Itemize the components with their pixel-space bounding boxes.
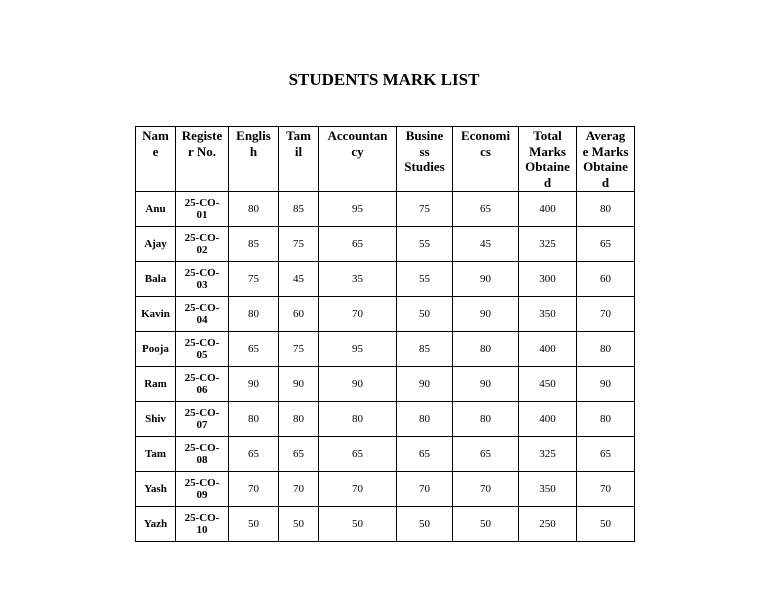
mark-cell: 70 (397, 472, 453, 507)
mark-cell: 35 (319, 262, 397, 297)
column-header-line: e Marks (582, 143, 629, 159)
mark-cell: 65 (453, 192, 519, 227)
column-header-line: Obtaine (525, 159, 570, 174)
column-header-line: Accountan (327, 128, 388, 143)
table-body (136, 192, 635, 542)
student-name: Pooja (136, 332, 176, 367)
register-number-line: 25-CO- (184, 197, 220, 209)
student-name: Tam (136, 437, 176, 472)
mark-cell: 90 (279, 367, 319, 402)
header-row (136, 127, 635, 192)
mark-cell: 85 (229, 227, 279, 262)
mark-cell: 65 (397, 437, 453, 472)
column-header (229, 127, 279, 192)
mark-cell: 50 (319, 507, 397, 542)
register-number-line: 03 (196, 279, 208, 291)
column-header-line: ss (419, 143, 430, 159)
register-number-line: 25-CO- (184, 512, 220, 524)
mark-cell: 80 (577, 402, 635, 437)
register-number-line: 10 (196, 524, 208, 536)
register-number-line: 25-CO- (184, 267, 220, 279)
mark-cell: 250 (519, 507, 577, 542)
mark-cell: 80 (397, 402, 453, 437)
mark-cell: 70 (229, 472, 279, 507)
mark-cell: 45 (453, 227, 519, 262)
register-number-line: 25-CO- (184, 232, 220, 244)
register-number-line: 01 (196, 209, 208, 221)
register-number (176, 367, 229, 402)
student-name: Kavin (136, 297, 176, 332)
mark-cell: 50 (397, 297, 453, 332)
mark-cell: 300 (519, 262, 577, 297)
mark-cell: 50 (577, 507, 635, 542)
mark-cell: 55 (397, 262, 453, 297)
mark-cell: 80 (453, 402, 519, 437)
register-number-line: 07 (196, 419, 208, 431)
mark-cell: 70 (577, 472, 635, 507)
mark-cell: 70 (577, 297, 635, 332)
table-row (136, 262, 635, 297)
mark-cell: 90 (229, 367, 279, 402)
student-name: Yash (136, 472, 176, 507)
student-name: Yazh (136, 507, 176, 542)
mark-cell: 350 (519, 472, 577, 507)
mark-cell: 65 (229, 437, 279, 472)
table-row (136, 402, 635, 437)
table-row (136, 227, 635, 262)
register-number (176, 192, 229, 227)
student-name: Shiv (136, 402, 176, 437)
register-number (176, 402, 229, 437)
mark-cell: 65 (229, 332, 279, 367)
column-header (136, 127, 176, 192)
column-header-line: Busine (405, 128, 444, 143)
table-row (136, 332, 635, 367)
register-number (176, 472, 229, 507)
student-name: Ajay (136, 227, 176, 262)
column-header (319, 127, 397, 192)
register-number-line: 06 (196, 384, 208, 396)
register-number-line: 02 (196, 244, 208, 256)
column-header (577, 127, 635, 192)
register-number-line: 08 (196, 454, 208, 466)
register-number (176, 332, 229, 367)
register-number-line: 25-CO- (184, 372, 220, 384)
mark-cell: 80 (319, 402, 397, 437)
register-number-line: 25-CO- (184, 442, 220, 454)
mark-cell: 80 (453, 332, 519, 367)
student-name: Ram (136, 367, 176, 402)
mark-cell: 60 (577, 262, 635, 297)
mark-cell: 80 (279, 402, 319, 437)
column-header-line: cs (480, 143, 491, 159)
register-number (176, 507, 229, 542)
column-header-line: r No. (188, 143, 216, 159)
mark-cell: 90 (319, 367, 397, 402)
mark-cell: 90 (577, 367, 635, 402)
mark-cell: 90 (397, 367, 453, 402)
mark-cell: 90 (453, 297, 519, 332)
column-header-line: il (294, 143, 303, 159)
column-header-line: Averag (585, 128, 626, 143)
column-header-line: e (152, 143, 159, 159)
mark-cell: 400 (519, 402, 577, 437)
register-number-line: 25-CO- (184, 337, 220, 349)
mark-cell: 70 (319, 297, 397, 332)
mark-cell: 50 (397, 507, 453, 542)
column-header (397, 127, 453, 192)
register-number (176, 227, 229, 262)
column-header-line: Obtaine (583, 159, 628, 174)
mark-cell: 75 (397, 192, 453, 227)
register-number (176, 262, 229, 297)
register-number (176, 297, 229, 332)
column-header-line: Total (533, 128, 562, 143)
table-row (136, 472, 635, 507)
table-row (136, 367, 635, 402)
column-header-line: Registe (181, 128, 223, 143)
register-number-line: 04 (196, 314, 208, 326)
register-number (176, 437, 229, 472)
table-row (136, 297, 635, 332)
mark-cell: 50 (279, 507, 319, 542)
mark-cell: 85 (279, 192, 319, 227)
student-name: Anu (136, 192, 176, 227)
mark-cell: 450 (519, 367, 577, 402)
mark-cell: 75 (279, 227, 319, 262)
mark-cell: 400 (519, 332, 577, 367)
mark-cell: 90 (453, 262, 519, 297)
mark-cell: 45 (279, 262, 319, 297)
mark-cell: 85 (397, 332, 453, 367)
mark-cell: 80 (577, 332, 635, 367)
mark-cell: 95 (319, 192, 397, 227)
mark-cell: 65 (577, 227, 635, 262)
mark-cell: 325 (519, 437, 577, 472)
mark-cell: 325 (519, 227, 577, 262)
register-number-line: 25-CO- (184, 407, 220, 419)
mark-cell: 95 (319, 332, 397, 367)
column-header (453, 127, 519, 192)
mark-cell: 65 (319, 227, 397, 262)
mark-cell: 60 (279, 297, 319, 332)
mark-cell: 70 (453, 472, 519, 507)
register-number-line: 25-CO- (184, 302, 220, 314)
column-header (176, 127, 229, 192)
mark-cell: 70 (319, 472, 397, 507)
register-number-line: 05 (196, 349, 208, 361)
column-header (279, 127, 319, 192)
mark-cell: 80 (229, 192, 279, 227)
mark-cell: 75 (229, 262, 279, 297)
column-header-line: Nam (142, 128, 169, 143)
mark-cell: 80 (229, 297, 279, 332)
mark-cell: 65 (453, 437, 519, 472)
column-header-line: Englis (236, 128, 271, 143)
mark-cell: 80 (577, 192, 635, 227)
column-header (519, 127, 577, 192)
mark-cell: 80 (229, 402, 279, 437)
student-name: Bala (136, 262, 176, 297)
column-header-line: d (543, 174, 552, 190)
register-number-line: 25-CO- (184, 477, 220, 489)
column-header-line: Economi (460, 128, 511, 143)
table-row (136, 507, 635, 542)
mark-cell: 65 (577, 437, 635, 472)
mark-cell: 65 (279, 437, 319, 472)
mark-cell: 350 (519, 297, 577, 332)
column-header-line: h (249, 143, 258, 159)
column-header-line: Studies (404, 159, 445, 174)
mark-cell: 50 (453, 507, 519, 542)
column-header-line: Marks (529, 143, 566, 159)
mark-cell: 400 (519, 192, 577, 227)
marks-table (135, 126, 635, 542)
register-number-line: 09 (196, 489, 208, 501)
mark-cell: 90 (453, 367, 519, 402)
table-row (136, 437, 635, 472)
mark-cell: 65 (319, 437, 397, 472)
mark-cell: 50 (229, 507, 279, 542)
table-row (136, 192, 635, 227)
page-title: STUDENTS MARK LIST (288, 70, 480, 89)
column-header-line: Tam (286, 128, 311, 143)
mark-cell: 75 (279, 332, 319, 367)
column-header-line: d (601, 174, 610, 190)
mark-cell: 55 (397, 227, 453, 262)
column-header-line: cy (351, 143, 364, 159)
mark-cell: 70 (279, 472, 319, 507)
